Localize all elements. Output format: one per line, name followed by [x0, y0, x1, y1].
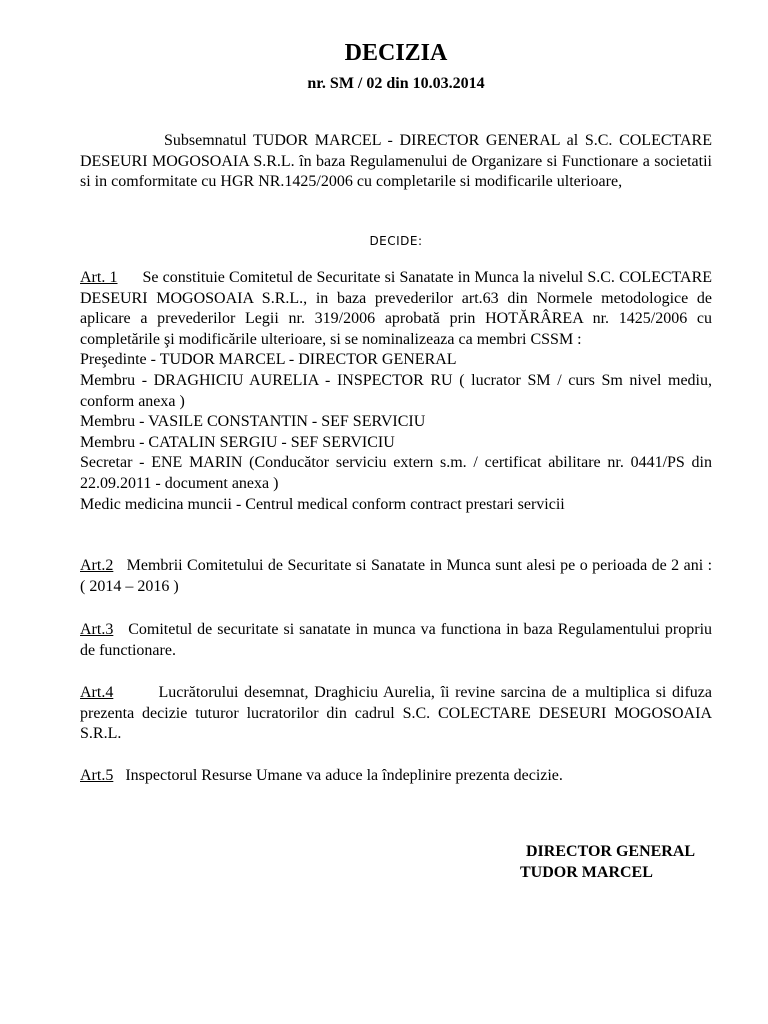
- article-2-text: Membrii Comitetului de Securitate si Sanatate in Munca sunt alesi pe o perioada de 2 ani : ( 2014 – 2016 ): [80, 557, 713, 595]
- article-5: [80, 766, 712, 787]
- article-1: [80, 268, 712, 515]
- member-president: Preşedinte - TUDOR MARCEL - DIRECTOR GENERAL: [80, 351, 457, 369]
- article-1-label: Art. 1: [80, 269, 118, 286]
- member-medic: Medic medicina muncii - Centrul medical conform contract prestari servicii: [80, 495, 565, 513]
- member-vasile: Membru - VASILE CONSTANTIN - SEF SERVICIU: [80, 413, 426, 431]
- article-5-text: Inspectorul Resurse Umane va aduce la îndeplinire prezenta decizie.: [125, 767, 563, 784]
- article-5-label: Art.5: [80, 767, 114, 784]
- signature-role: DIRECTOR GENERAL: [526, 843, 696, 860]
- document-title: DECIZIA: [344, 40, 448, 66]
- member-list: [80, 350, 712, 515]
- article-3-label: Art.3: [80, 621, 114, 638]
- decide-heading: DECIDE:: [369, 234, 423, 248]
- intro-paragraph: Subsemnatul TUDOR MARCEL - DIRECTOR GENERAL al S.C. COLECTARE DESEURI MOGOSOAIA S.R.L. în baza Regulamenului de Organizare si Functionare a societatii si in comformitate cu HGR NR.1425/2006 cu completarile si modificarile ulterioare,: [80, 132, 712, 191]
- document-number: nr. SM / 02 din 10.03.2014: [307, 75, 485, 92]
- article-2-label: Art.2: [80, 557, 114, 574]
- signature-name: TUDOR MARCEL: [520, 864, 653, 881]
- article-1-text: Se constituie Comitetul de Securitate si Sanatate in Munca la nivelul S.C. COLECTARE DESEURI MOGOSOAIA S.R.L., in baza prevederilor art.63 din Normele metodologice de aplicare a prevederilor Legii nr. 319/2006 aprobată prin HOTĂRÂREA nr. 1425/2006 cu completările şi modificările ulterioare, si se nominalizeaza ca membri CSSM :: [80, 269, 713, 348]
- article-4-text: Lucrătorului desemnat, Draghiciu Aurelia, îi revine sarcina de a multiplica si difuza prezenta decizie tuturor lucratorilor din cadrul S.C. COLECTARE DESEURI MOGOSOAIA S.R.L.: [80, 684, 713, 743]
- article-1-body: [80, 268, 712, 350]
- article-4-label: Art.4: [80, 684, 114, 701]
- member-draghiciu: Membru - DRAGHICIU AURELIA - INSPECTOR RU ( lucrator SM / curs Sm nivel mediu, conform anexa ): [80, 371, 712, 410]
- article-2: [80, 556, 712, 597]
- article-3-text: Comitetul de securitate si sanatate in munca va functiona in baza Regulamentului propriu de functionare.: [80, 621, 713, 659]
- member-catalin: Membru - CATALIN SERGIU - SEF SERVICIU: [80, 433, 395, 451]
- member-secretary: Secretar - ENE MARIN (Conducător serviciu extern s.m. / certificat abilitare nr. 0441/PS din 22.09.2011 - document anexa ): [80, 454, 712, 492]
- article-3: [80, 620, 712, 661]
- article-4: [80, 683, 712, 745]
